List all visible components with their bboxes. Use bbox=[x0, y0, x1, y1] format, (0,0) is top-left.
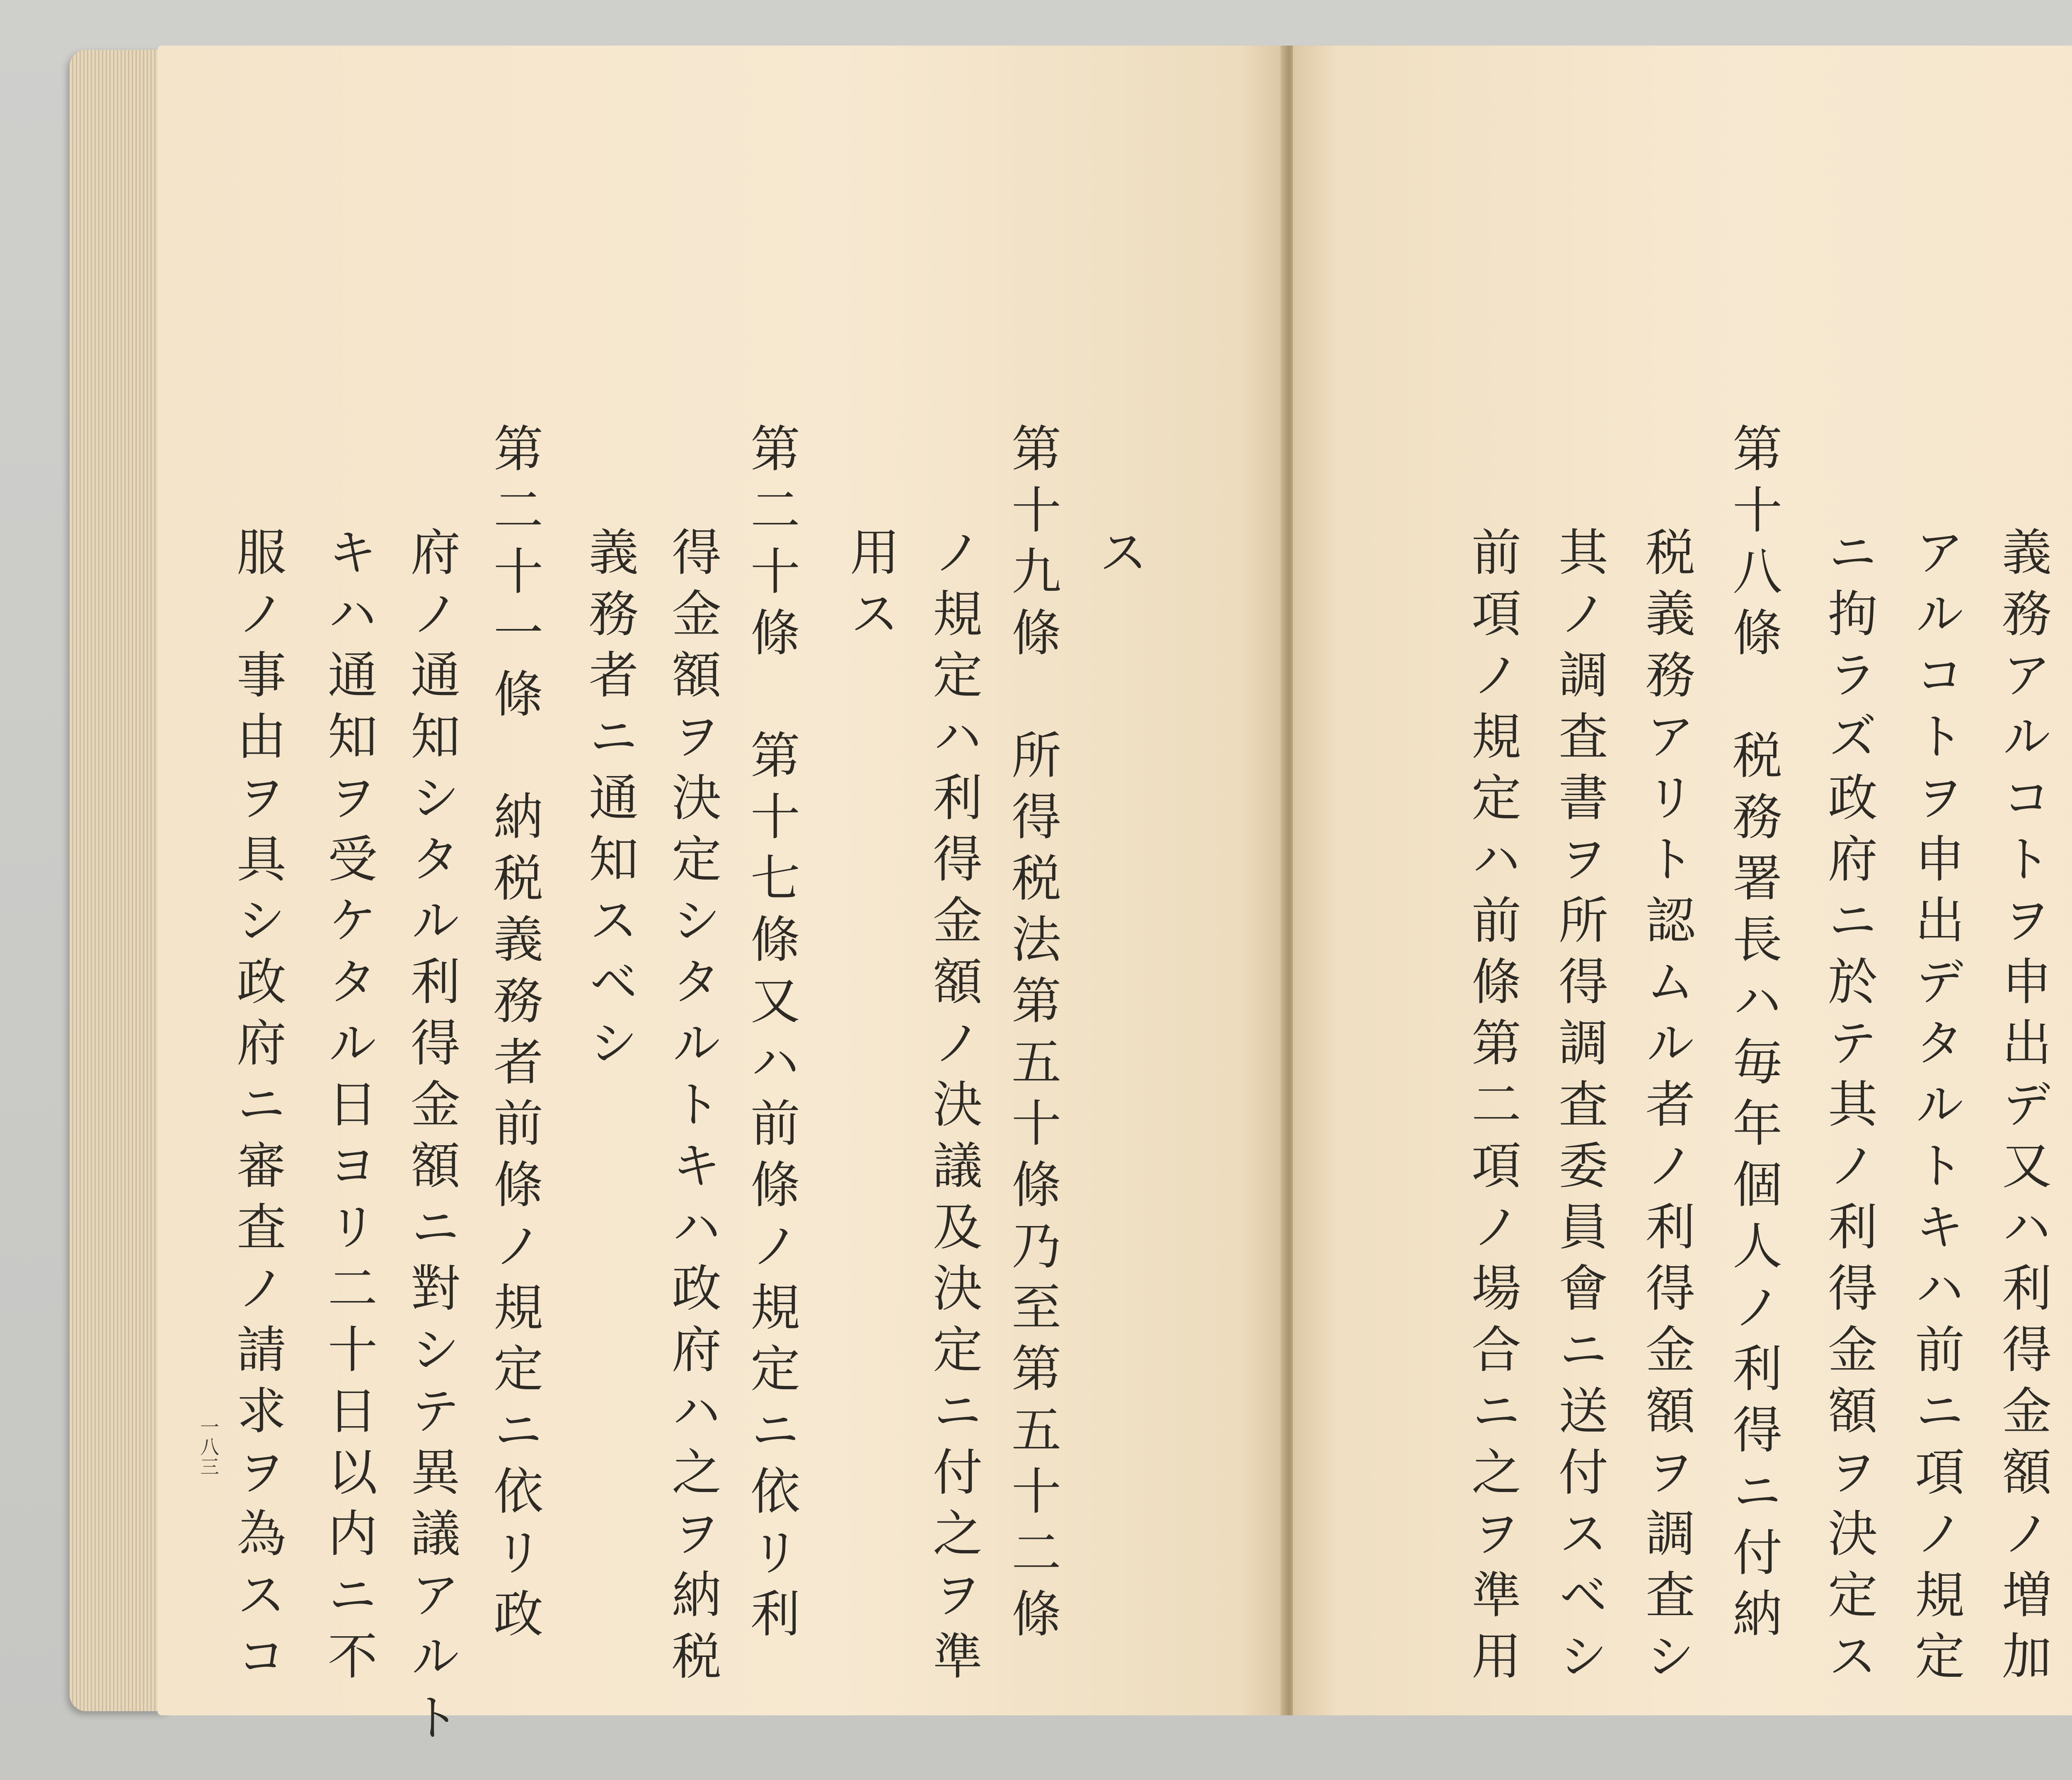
right-text-column-7: ニ拘ラズ政府ニ於テ其ノ利得金額ヲ決定ス bbox=[1820, 526, 1877, 1691]
left-text-column-4: 用ス bbox=[842, 526, 899, 649]
right-text-column-10: 其ノ調査書ヲ所得調査委員會ニ送付スベシ bbox=[1550, 526, 1608, 1691]
left-text-column-6: 得金額ヲ決定シタルトキハ政府ハ之ヲ納税 bbox=[663, 526, 721, 1691]
left-text-column-1: ス bbox=[1090, 526, 1148, 588]
left-text-column-10: キハ通知ヲ受ケタル日ヨリ二十日以内ニ不 bbox=[320, 526, 377, 1691]
right-text-column-9: 税義務アリト認ムル者ノ利得金額ヲ調査シ bbox=[1637, 526, 1695, 1691]
right-text-column-5: 義務アルコトヲ申出デ又ハ利得金額ノ増加 bbox=[1994, 526, 2051, 1691]
left-text-column-2: 第十九條 所得税法第五十條乃至第五十二條 bbox=[1003, 423, 1061, 1649]
left-text-column-9: 府ノ通知シタル利得金額ニ對シテ異議アルト bbox=[402, 526, 460, 1753]
left-text-column-5: 第二十條 第十七條又ハ前條ノ規定ニ依リ利 bbox=[742, 423, 800, 1649]
left-page-stack-edge bbox=[70, 50, 169, 1711]
left-page-number: 一八三 bbox=[197, 1417, 220, 1477]
right-text-column-8: 第十八條 税務署長ハ毎年個人ノ利得ニ付納 bbox=[1724, 423, 1782, 1649]
left-text-column-11: 服ノ事由ヲ具シ政府ニ審査ノ請求ヲ為スコ bbox=[228, 526, 286, 1691]
left-text-column-3: ノ規定ハ利得金額ノ決議及決定ニ付之ヲ準 bbox=[925, 526, 982, 1691]
left-text-column-8: 第二十一條 納税義務者前條ノ規定ニ依リ政 bbox=[485, 423, 543, 1649]
left-text-column-7: 義務者ニ通知スベシ bbox=[581, 526, 638, 1078]
right-text-column-11: 前項ノ規定ハ前條第二項ノ場合ニ之ヲ準用 bbox=[1463, 526, 1521, 1691]
right-page bbox=[1293, 46, 2072, 1715]
left-page bbox=[157, 46, 1285, 1753]
right-text-column-6: アルコトヲ申出デタルトキハ前ニ項ノ規定 bbox=[1907, 526, 1964, 1691]
